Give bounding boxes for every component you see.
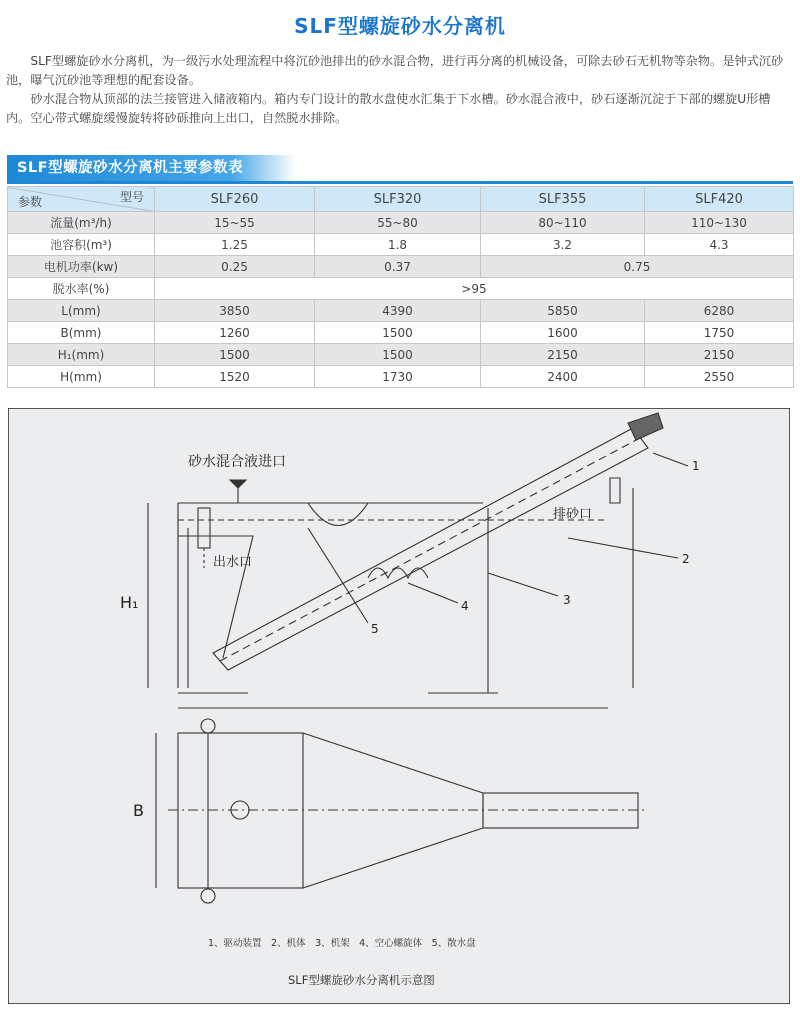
table-row bbox=[8, 300, 794, 322]
callout-1: 1 bbox=[692, 459, 700, 473]
model-header: SLF355 bbox=[481, 187, 645, 212]
corner-label-param: 参数 bbox=[18, 195, 43, 209]
table-cell: 110~130 bbox=[645, 212, 794, 234]
table-row bbox=[8, 234, 794, 256]
table-cell: 1520 bbox=[155, 366, 315, 388]
table-cell: 2150 bbox=[481, 344, 645, 366]
table-cell: 1260 bbox=[155, 322, 315, 344]
corner-label-model: 型号 bbox=[119, 190, 144, 204]
table-row bbox=[8, 278, 794, 300]
callout-5: 5 bbox=[371, 622, 379, 636]
table-cell: 1600 bbox=[481, 322, 645, 344]
table-cell: 1500 bbox=[155, 344, 315, 366]
row-label: 池容积(m³) bbox=[8, 234, 155, 256]
table-cell: 1500 bbox=[315, 344, 481, 366]
table-cell: 1.8 bbox=[315, 234, 481, 256]
table-cell: 1730 bbox=[315, 366, 481, 388]
table-cell: 6280 bbox=[645, 300, 794, 322]
diagram-frame bbox=[8, 408, 790, 1004]
table-cell: 55~80 bbox=[315, 212, 481, 234]
table-cell: 1750 bbox=[645, 322, 794, 344]
b-label: B bbox=[133, 801, 144, 820]
row-label: 流量(m³/h) bbox=[8, 212, 155, 234]
table-cell: 5850 bbox=[481, 300, 645, 322]
table-cell: 15~55 bbox=[155, 212, 315, 234]
table-cell: 80~110 bbox=[481, 212, 645, 234]
table-cell: 4390 bbox=[315, 300, 481, 322]
row-label: 电机功率(kw) bbox=[8, 256, 155, 278]
callout-4: 4 bbox=[461, 599, 469, 613]
param-table bbox=[7, 186, 794, 388]
table-cell: 2150 bbox=[645, 344, 794, 366]
model-header: SLF320 bbox=[315, 187, 481, 212]
table-cell: 3850 bbox=[155, 300, 315, 322]
inlet-label: 砂水混合液进口 bbox=[188, 454, 286, 470]
table-cell: >95 bbox=[155, 278, 794, 300]
table-corner-cell bbox=[8, 187, 155, 212]
model-header: SLF420 bbox=[645, 187, 794, 212]
table-cell: 3.2 bbox=[481, 234, 645, 256]
outlet-label: 出水口 bbox=[213, 555, 253, 570]
page-title: SLF型螺旋砂水分离机 bbox=[294, 14, 506, 38]
table-cell: 0.37 bbox=[315, 256, 481, 278]
row-label: B(mm) bbox=[8, 322, 155, 344]
table-row bbox=[8, 366, 794, 388]
table-row bbox=[8, 344, 794, 366]
table-cell: 0.75 bbox=[481, 256, 794, 278]
table-row bbox=[8, 187, 794, 212]
table-row bbox=[8, 322, 794, 344]
model-header: SLF260 bbox=[155, 187, 315, 212]
callout-2: 2 bbox=[682, 552, 690, 566]
diagram-caption: SLF型螺旋砂水分离机示意图 bbox=[288, 973, 435, 987]
row-label: H₁(mm) bbox=[8, 344, 155, 366]
row-label: H(mm) bbox=[8, 366, 155, 388]
table-cell: 1500 bbox=[315, 322, 481, 344]
row-label: L(mm) bbox=[8, 300, 155, 322]
separator-diagram bbox=[8, 408, 790, 1004]
row-label: 脱水率(%) bbox=[8, 278, 155, 300]
table-row bbox=[8, 256, 794, 278]
table-cell: 4.3 bbox=[645, 234, 794, 256]
callout-3: 3 bbox=[563, 593, 571, 607]
diagram-legend: 1、驱动装置 2、机体 3、机架 4、空心螺旋体 5、散水盘 bbox=[208, 938, 476, 949]
param-table-heading: SLF型螺旋砂水分离机主要参数表 bbox=[7, 155, 295, 181]
sand-outlet-label: 排砂口 bbox=[553, 507, 593, 522]
table-row bbox=[8, 212, 794, 234]
table-cell: 0.25 bbox=[155, 256, 315, 278]
table-cell: 2400 bbox=[481, 366, 645, 388]
intro-paragraph-1: SLF型螺旋砂水分离机，为一级污水处理流程中将沉砂池排出的砂水混合物，进行再分离的机械设备，可除去砂石无机物等杂物。是钟式沉砂池，曝气沉砂池等理想的配套设备。 bbox=[6, 54, 784, 87]
table-cell: 2550 bbox=[645, 366, 794, 388]
h1-label: H₁ bbox=[120, 593, 139, 612]
intro-text bbox=[6, 52, 794, 128]
intro-paragraph-2: 砂水混合物从顶部的法兰接管进入储液箱内。箱内专门设计的散水盘使水汇集于下水槽。砂水混合液中，砂石逐渐沉淀于下部的螺旋U形槽内。空心带式螺旋缓慢旋转将砂砾推向上出口，自然脱水排除。 bbox=[6, 92, 771, 125]
param-table-rule bbox=[7, 181, 793, 184]
table-cell: 1.25 bbox=[155, 234, 315, 256]
